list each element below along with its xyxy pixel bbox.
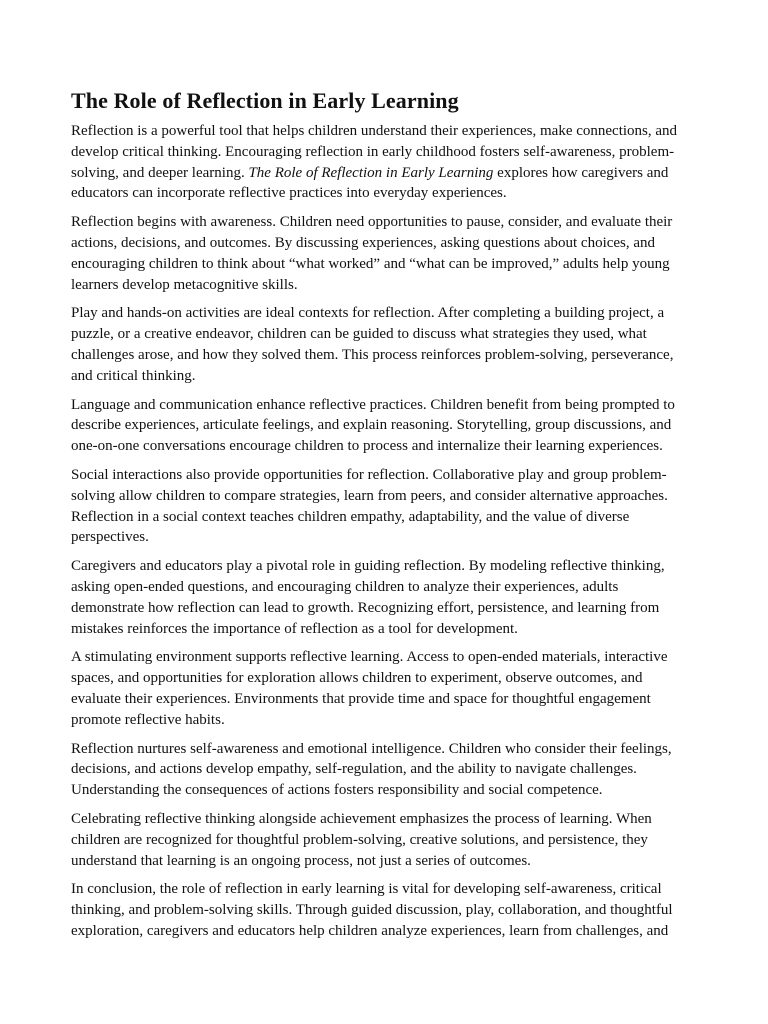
paragraph-awareness: Reflection begins with awareness. Children need opportunities to pause, consider, and evaluate their actions, decisions, and outcomes. By discussing experiences, asking questions about choices, and encouraging children to think about “what worked” and “what can be improved,” adults help young learners develop metacognitive skills.	[71, 214, 673, 293]
paragraph-environment: A stimulating environment supports reflective learning. Access to open-ended materials, interactive spaces, and opportunities for exploration allows children to experiment, observe outcomes, and evaluate their experiences. Environments that provide time and space for thoughtful engagement promote reflective habits.	[71, 649, 668, 728]
paragraph-celebrating: Celebrating reflective thinking alongside achievement emphasizes the process of learning. When children are recognized for thoughtful problem-solving, creative solutions, and persistence, they understand that learning is an ongoing process, not just a series of outcomes.	[71, 810, 652, 869]
intro-text-end: explores how caregivers and educators can incorporate reflective practices into everyday experiences.	[71, 164, 669, 202]
document-page	[71, 86, 683, 950]
paragraph-self-awareness: Reflection nurtures self-awareness and emotional intelligence. Children who consider their feelings, decisions, and actions develop empathy, self-regulation, and the ability to navigate challenges. Understanding the consequences of actions fosters responsibility and social competence.	[71, 740, 672, 799]
paragraph-language: Language and communication enhance reflective practices. Children benefit from being prompted to describe experiences, articulate feelings, and explain reasoning. Storytelling, group discussions, and one-on-one conversations encourage children to process and internalize their learning experiences.	[71, 396, 675, 455]
intro-title-italic: The Role of Reflection in Early Learning	[248, 164, 494, 181]
paragraph-play: Play and hands-on activities are ideal contexts for reflection. After completing a building project, a puzzle, or a creative endeavor, children can be guided to discuss what strategies they used, what challenges arose, and how they solved them. This process reinforces problem-solving, perseverance, and critical thinking.	[71, 305, 674, 384]
intro-paragraph	[71, 121, 683, 204]
intro-text-start: Reflection is a powerful tool that helps children understand their experiences, make connections, and develop critical thinking. Encouraging reflection in early childhood fosters self-awareness, problem-solving, and deeper learning.	[71, 123, 678, 181]
page-title: The Role of Reflection in Early Learning	[71, 88, 459, 113]
paragraph-social: Social interactions also provide opportunities for reflection. Collaborative play and group problem-solving allow children to compare strategies, learn from peers, and consider alternative approaches. Reflection in a social context teaches children empathy, adaptability, and the value of diverse perspectives.	[71, 466, 668, 546]
paragraph-conclusion: In conclusion, the role of reflection in early learning is vital for developing self-awareness, critical thinking, and problem-solving skills. Through guided discussion, play, collaboration, and thoughtful exploration, caregivers and educators help children analyze experiences, learn from challenges, and	[71, 881, 673, 939]
paragraph-caregivers: Caregivers and educators play a pivotal role in guiding reflection. By modeling reflective thinking, asking open-ended questions, and encouraging children to analyze their experiences, adults demonstrate how reflection can lead to growth. Recognizing effort, persistence, and learning from mistakes reinforces the importance of reflection as a tool for development.	[71, 558, 665, 637]
